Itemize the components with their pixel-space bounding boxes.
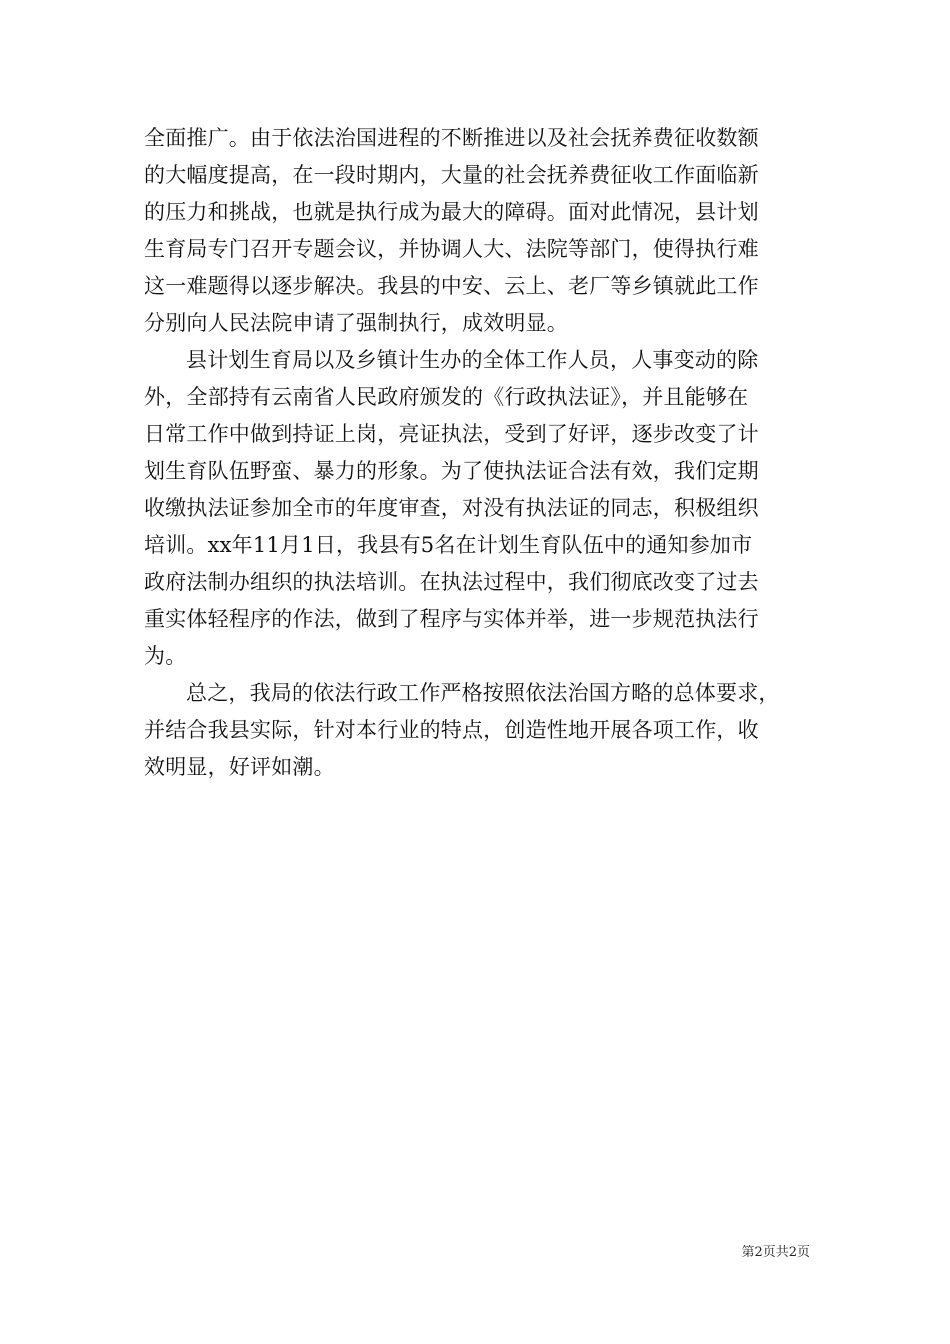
text-line: 的大幅度提高，在一段时期内，大量的社会抚养费征收工作面临新	[144, 163, 759, 187]
page-number: 第2页共2页	[741, 1245, 810, 1260]
text-line: 培训。xx年11月1日，我县有5名在计划生育队伍中的通知参加市	[144, 533, 753, 557]
text-line: 日常工作中做到持证上岗，亮证执法，受到了好评，逐步改变了计	[144, 422, 759, 446]
text-line: 效明显，好评如潮。	[144, 755, 335, 779]
text-line: 为。	[144, 644, 187, 668]
text-line: 生育局专门召开专题会议，并协调人大、法院等部门，使得执行难	[144, 237, 759, 261]
text-line: 这一难题得以逐步解决。我县的中安、云上、老厂等乡镇就此工作	[144, 274, 759, 298]
paragraph-first-line: 总之，我局的依法行政工作严格按照依法治国方略的总体要求，	[186, 681, 780, 705]
text-line: 重实体轻程序的作法，做到了程序与实体并举，进一步规范执法行	[144, 607, 759, 631]
text-line: 全面推广。由于依法治国进程的不断推进以及社会抚养费征收数额	[144, 126, 759, 150]
text-line: 政府法制办组织的执法培训。在执法过程中，我们彻底改变了过去	[144, 570, 759, 594]
text-line: 并结合我县实际，针对本行业的特点，创造性地开展各项工作，收	[144, 718, 759, 742]
text-line: 划生育队伍野蛮、暴力的形象。为了使执法证合法有效，我们定期	[144, 459, 759, 483]
text-line: 外，全部持有云南省人民政府颁发的《行政执法证》，并且能够在	[144, 385, 749, 409]
text-line: 的压力和挑战，也就是执行成为最大的障碍。面对此情况，县计划	[144, 200, 759, 224]
text-line: 分别向人民法院申请了强制执行，成效明显。	[144, 311, 568, 335]
paragraph-first-line: 县计划生育局以及乡镇计生办的全体工作人员，人事变动的除	[186, 348, 759, 372]
text-line: 收缴执法证参加全市的年度审查，对没有执法证的同志，积极组织	[144, 496, 759, 520]
